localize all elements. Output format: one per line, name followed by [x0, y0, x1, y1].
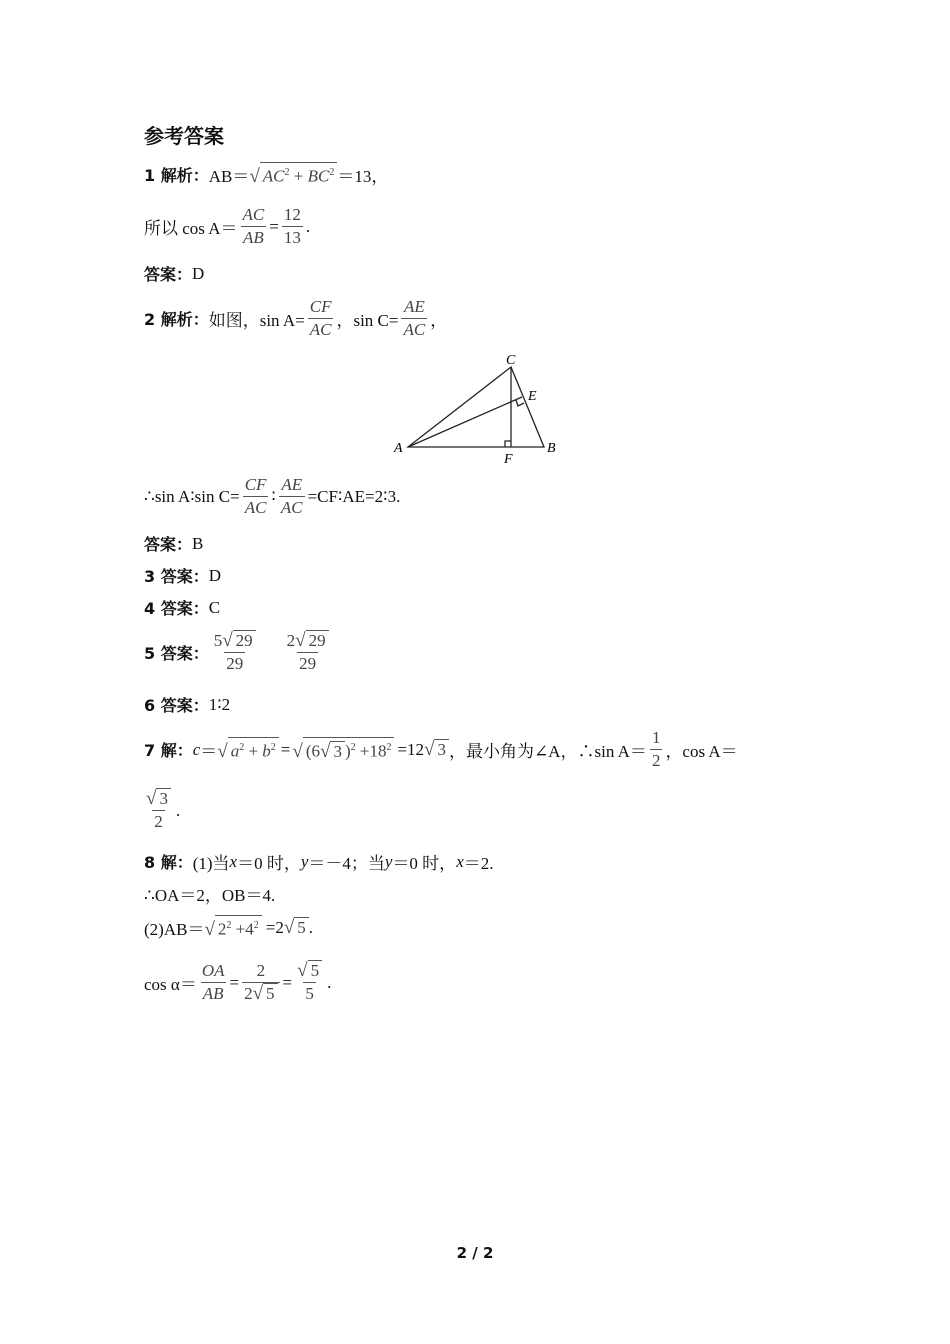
q7-n2	[144, 788, 173, 810]
q1-answer	[144, 262, 204, 285]
q7-close: )	[344, 741, 351, 761]
q8-d3: 5	[305, 984, 314, 1003]
q3-ans: D	[208, 565, 221, 585]
q8-line3	[144, 915, 313, 940]
label-a: A	[394, 441, 403, 456]
q7-c: c	[192, 739, 201, 759]
right-angle-e	[516, 400, 524, 406]
q7-frac1	[650, 727, 663, 772]
q5-n1b: 29	[233, 630, 256, 651]
q2-l2-post: =CF∶AE=2∶3.	[307, 486, 401, 506]
q2-n4: AE	[281, 475, 303, 494]
q2-answer	[144, 532, 203, 555]
q8-l3b: =2	[265, 917, 284, 937]
q8-l1c: ＝－4；当	[308, 854, 385, 873]
q2-text1: 如图，sin A=	[208, 311, 305, 330]
q4-label: 4 答案：	[144, 599, 209, 618]
q7-d: 2	[651, 751, 661, 770]
q8-frac1	[200, 960, 227, 1005]
q8-x2: x	[456, 851, 464, 871]
q2-colon: ∶	[271, 486, 276, 506]
q8-end1: .	[308, 917, 314, 937]
q8-d1: AB	[202, 984, 224, 1003]
label-f: F	[504, 452, 513, 467]
q8-sqrt1: √ $2^2 +4^2$	[204, 915, 261, 940]
q7-frac2	[144, 788, 173, 833]
q7-eq: ＝	[200, 742, 218, 761]
q3-answer	[144, 564, 221, 587]
q8-n1: OA	[201, 961, 225, 980]
q7-three2: 3	[434, 739, 449, 760]
q5-sqrt2: √ 29	[295, 630, 328, 651]
q8-line1	[144, 849, 493, 874]
q7-three: 3	[330, 741, 345, 762]
q7-eighteen: +18	[359, 741, 387, 761]
q7-text: ，最小角为∠A，∴sin A＝	[448, 742, 647, 761]
q2-label: 2 解析：	[144, 310, 209, 329]
q5-frac1	[212, 630, 258, 675]
q8-x1: x	[229, 851, 238, 871]
q7-label: 7 解：	[144, 741, 193, 760]
q1-ans: D	[192, 263, 205, 283]
q5-n1a: 5	[213, 631, 223, 650]
q5-frac2	[285, 630, 331, 675]
q8-y1: y	[300, 851, 309, 871]
q7-plus: +	[248, 741, 259, 761]
q8-l3a: (2)AB＝	[144, 920, 205, 939]
q5-n2a: 2	[286, 631, 296, 650]
q8-five: 5	[294, 917, 309, 938]
q8-line2	[144, 881, 275, 906]
q5-n2	[285, 630, 331, 652]
q8-end2: .	[327, 972, 332, 992]
q7-line2	[144, 788, 180, 833]
q2-line2	[144, 474, 400, 519]
q1-sqrt: √ $AC^2 + BC^2$	[249, 162, 337, 187]
q7-sqrt5: √ 3	[146, 788, 171, 809]
q8-sqrt2: √ 5	[284, 917, 309, 938]
q1-eq13: ＝13，	[337, 167, 389, 186]
q8-eq1: =	[229, 972, 240, 992]
q2-frac4	[279, 474, 305, 519]
label-c: C	[506, 353, 516, 368]
q1-ab: AB＝	[208, 167, 250, 186]
q1-num1: AC	[242, 205, 265, 224]
q5-n2b: 29	[306, 630, 329, 651]
q5-n1	[212, 630, 258, 652]
q1-den2: 13	[283, 228, 301, 247]
q2-frac3	[243, 474, 269, 519]
q1-num2: 12	[283, 205, 301, 224]
q8-d2a: 2	[244, 984, 253, 1003]
q8-n3b: 5	[308, 960, 323, 981]
q7-sqrt3: √ 3	[320, 741, 345, 762]
altitude-ae	[408, 397, 522, 447]
q1-cos-label: 所以 cos A＝	[144, 219, 238, 238]
q1-frac2	[282, 204, 303, 249]
q7-eq3: =12	[397, 739, 425, 759]
q6-ans: 1∶2	[208, 694, 231, 714]
q8-n3	[295, 960, 324, 982]
triangle-figure	[390, 350, 570, 470]
q1-label: 1 解析：	[144, 166, 209, 185]
q8-d2	[242, 982, 279, 1005]
q4-answer	[144, 596, 220, 619]
q7-n2v: 3	[156, 788, 171, 809]
q1-rad-ac: AC	[262, 166, 285, 186]
q5-sqrt1: √ 29	[222, 630, 255, 651]
q2-ans-label: 答案：	[144, 535, 193, 554]
q2-comma: ，	[430, 311, 448, 330]
q7-sqrt2: √ (6 √ 3 )$^2 +18^2$	[292, 737, 394, 762]
q5-d2: 29	[299, 654, 317, 673]
q8-plus: +4	[235, 919, 254, 939]
q7-a: a	[230, 741, 240, 761]
q5-d1: 29	[226, 654, 244, 673]
q8-d2b: 5	[263, 983, 278, 1004]
q8-y2: y	[384, 851, 393, 871]
q2-sep: ，sin C=	[336, 311, 399, 330]
q2-d2: AC	[403, 320, 426, 339]
q4-ans: C	[208, 597, 221, 617]
q2-d1: AC	[309, 320, 332, 339]
q6-answer	[144, 693, 230, 716]
q2-frac1	[308, 296, 334, 341]
q8-l1e: ＝2.	[463, 854, 494, 873]
q1-end: .	[305, 216, 311, 236]
q1-rad-bc: BC	[307, 166, 330, 186]
q8-sqrt3: √ 5	[253, 983, 278, 1004]
q7-six: (6	[305, 741, 320, 761]
q6-label: 6 答案：	[144, 696, 209, 715]
page-number: 2 / 2	[456, 1244, 494, 1262]
triangle-abc	[408, 367, 544, 447]
q7-sqrt4: √ 3	[424, 739, 449, 760]
q2-n2: AE	[403, 297, 425, 316]
q1-line1	[144, 162, 388, 187]
q1-ans-label: 答案：	[144, 265, 193, 284]
right-angle-f	[505, 441, 511, 447]
q1-eq: =	[269, 216, 279, 236]
q7-cos: ，cos A＝	[665, 742, 738, 761]
q7-sqrt1: √ $a^2 + b^2$	[217, 737, 279, 762]
label-e: E	[528, 389, 537, 404]
q7-b: b	[262, 741, 271, 761]
q2-l2-pre: ∴sin A∶sin C=	[144, 486, 240, 506]
q8-line4	[144, 960, 331, 1005]
q8-eq2: =	[282, 972, 293, 992]
q8-sqrt4: √ 5	[297, 960, 322, 981]
q1-frac1	[241, 204, 267, 249]
label-b: B	[547, 441, 556, 456]
q8-l1: (1)当	[192, 854, 230, 873]
q1-line2	[144, 204, 310, 249]
q8-frac3	[295, 960, 324, 1005]
q7-line1	[144, 727, 738, 772]
q2-d4: AC	[280, 498, 303, 517]
q7-eq2: =	[280, 739, 291, 759]
q7-n: 1	[651, 728, 661, 747]
q8-two: 2	[217, 919, 227, 939]
q5-answer	[144, 630, 334, 675]
q2-frac2	[401, 296, 427, 341]
q5-label: 5 答案：	[144, 644, 209, 663]
q8-l1b: ＝0 时，	[237, 854, 301, 873]
q8-frac2	[242, 960, 279, 1005]
q8-l4a: cos α＝	[144, 975, 197, 994]
q2-line1	[144, 296, 447, 341]
q2-n1: CF	[309, 297, 332, 316]
q8-l2: ∴OA＝2，OB＝4.	[144, 886, 276, 905]
page-title: 参考答案	[144, 124, 224, 148]
q7-end: .	[175, 800, 181, 820]
q8-n2: 2	[256, 961, 266, 980]
q8-label: 8 解：	[144, 853, 193, 872]
q7-d2: 2	[154, 812, 163, 831]
q3-label: 3 答案：	[144, 567, 209, 586]
q2-n3: CF	[244, 475, 267, 494]
q2-ans: B	[192, 533, 204, 553]
q1-den1: AB	[242, 228, 264, 247]
q8-l1d: ＝0 时，	[392, 854, 457, 873]
q2-d3: AC	[244, 498, 267, 517]
